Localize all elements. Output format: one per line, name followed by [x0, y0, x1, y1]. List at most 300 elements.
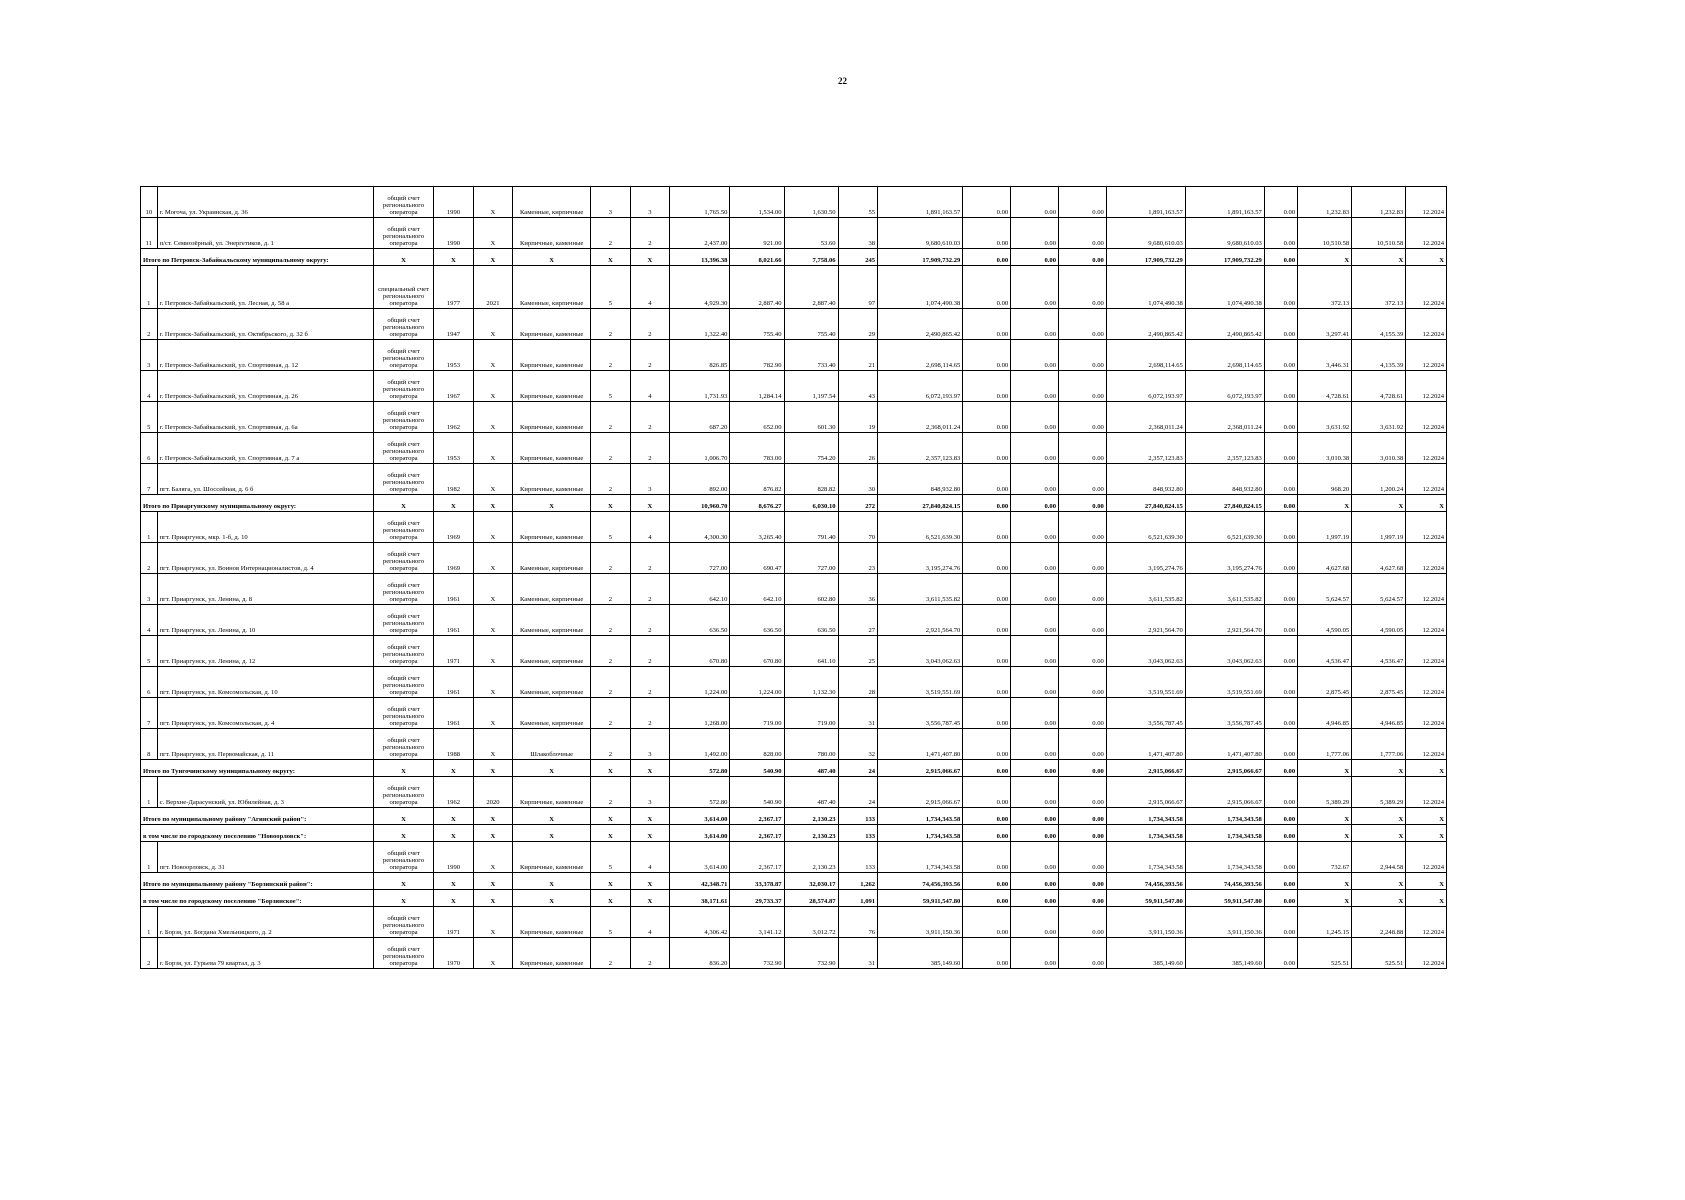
entrances-cell: 3: [630, 464, 670, 495]
table-row: [141, 907, 1447, 938]
year-built-cell: 1962: [434, 777, 474, 808]
area-private-cell: 53.60: [784, 218, 838, 249]
limit-m2-cell: X: [1352, 808, 1406, 825]
entrances-cell: 2: [630, 309, 670, 340]
area-living-cell: 642.10: [730, 574, 784, 605]
area-living-cell: 652.00: [730, 402, 784, 433]
wall-material-cell: Каменные, кирпичные: [513, 574, 591, 605]
year-renovation-cell: X: [473, 907, 513, 938]
row-number: 10: [141, 187, 158, 218]
wall-material-cell: Кирпичные, каменные: [513, 402, 591, 433]
area-total-cell: 3,614.00: [670, 842, 730, 873]
cost-m2-cell: 525.51: [1298, 938, 1352, 969]
fund-local-cell: 0.00: [1059, 495, 1107, 512]
floors-cell: 2: [591, 777, 631, 808]
entrances-cell: 2: [630, 698, 670, 729]
deadline-cell: X: [1406, 890, 1447, 907]
fund-region-cell: 0.00: [1011, 574, 1059, 605]
floors-cell: 5: [591, 907, 631, 938]
wall-material-cell: X: [513, 760, 591, 777]
cost-m2-cell: 10,510.58: [1298, 218, 1352, 249]
deadline-cell: 12.2024: [1406, 371, 1447, 402]
cost-m2-cell: X: [1298, 495, 1352, 512]
cost-m2-cell: 4,627.68: [1298, 543, 1352, 574]
year-renovation-cell: X: [473, 938, 513, 969]
account-type-cell: общий счет регионального оператора: [373, 402, 433, 433]
fund-federal-cell: 0.00: [963, 667, 1011, 698]
area-private-cell: 1,132.30: [784, 667, 838, 698]
cost-total-cell: 2,921,564.70: [878, 605, 963, 636]
residents-cell: 38: [838, 218, 878, 249]
wall-material-cell: X: [513, 249, 591, 266]
year-renovation-cell: X: [473, 371, 513, 402]
floors-cell: 2: [591, 464, 631, 495]
cost-total-cell: 1,471,407.80: [878, 729, 963, 760]
fund-owners2-cell: 6,072,193.97: [1185, 371, 1264, 402]
fund-region-cell: 0.00: [1011, 464, 1059, 495]
area-private-cell: 641.10: [784, 636, 838, 667]
deadline-cell: 12.2024: [1406, 340, 1447, 371]
deadline-cell: 12.2024: [1406, 938, 1447, 969]
fund-region-cell: 0.00: [1011, 667, 1059, 698]
residents-cell: 272: [838, 495, 878, 512]
year-renovation-cell: X: [473, 574, 513, 605]
fund-region-cell: 0.00: [1011, 760, 1059, 777]
area-private-cell: 727.00: [784, 543, 838, 574]
row-number: 5: [141, 636, 158, 667]
fund-owners-cell: 1,074,490.38: [1106, 266, 1185, 309]
floors-cell: 2: [591, 309, 631, 340]
residents-cell: 27: [838, 605, 878, 636]
cost-m2-cell: 1,232.83: [1298, 187, 1352, 218]
limit-m2-cell: 2,875.45: [1352, 667, 1406, 698]
area-total-cell: 636.50: [670, 605, 730, 636]
account-type-cell: общий счет регионального оператора: [373, 698, 433, 729]
area-living-cell: 1,534.00: [730, 187, 784, 218]
residents-cell: 70: [838, 512, 878, 543]
area-total-cell: 3,614.00: [670, 808, 730, 825]
table-row: [141, 340, 1447, 371]
account-type-cell: общий счет регионального оператора: [373, 371, 433, 402]
fund-owners2-cell: 2,698,114.65: [1185, 340, 1264, 371]
fund-owners2-cell: 2,368,011.24: [1185, 402, 1264, 433]
address-cell: пгт. Приаргунск, ул. Первомайская, д. 11: [157, 729, 373, 760]
deadline-cell: 12.2024: [1406, 667, 1447, 698]
year-renovation-cell: X: [473, 340, 513, 371]
row-number: 8: [141, 729, 158, 760]
floors-cell: 3: [591, 187, 631, 218]
area-living-cell: 755.40: [730, 309, 784, 340]
entrances-cell: 2: [630, 938, 670, 969]
floors-cell: X: [591, 760, 631, 777]
fund-region-cell: 0.00: [1011, 825, 1059, 842]
fund-federal-cell: 0.00: [963, 760, 1011, 777]
fund-owners-cell: 2,915,066.67: [1106, 760, 1185, 777]
floors-cell: 5: [591, 266, 631, 309]
entrances-cell: X: [630, 873, 670, 890]
fund-other-cell: 0.00: [1264, 808, 1297, 825]
floors-cell: X: [591, 890, 631, 907]
deadline-cell: X: [1406, 873, 1447, 890]
fund-owners2-cell: 3,611,535.82: [1185, 574, 1264, 605]
fund-region-cell: 0.00: [1011, 340, 1059, 371]
year-renovation-cell: X: [473, 729, 513, 760]
account-type-cell: общий счет регионального оператора: [373, 187, 433, 218]
floors-cell: 5: [591, 512, 631, 543]
address-cell: г. Петровск-Забайкальский, ул. Лесная, д. 58 а: [157, 266, 373, 309]
year-built-cell: 1967: [434, 371, 474, 402]
fund-owners2-cell: 2,490,865.42: [1185, 309, 1264, 340]
fund-owners-cell: 1,734,343.58: [1106, 842, 1185, 873]
limit-m2-cell: 1,200.24: [1352, 464, 1406, 495]
cost-total-cell: 1,074,490.38: [878, 266, 963, 309]
residents-cell: 28: [838, 667, 878, 698]
fund-local-cell: 0.00: [1059, 667, 1107, 698]
cost-total-cell: 2,368,011.24: [878, 402, 963, 433]
area-private-cell: 28,574.87: [784, 890, 838, 907]
address-cell: пгт. Приаргунск, ул. Комсомольская, д. 10: [157, 667, 373, 698]
fund-region-cell: 0.00: [1011, 890, 1059, 907]
fund-other-cell: 0.00: [1264, 340, 1297, 371]
entrances-cell: 3: [630, 729, 670, 760]
floors-cell: X: [591, 873, 631, 890]
cost-total-cell: 74,456,393.56: [878, 873, 963, 890]
deadline-cell: 12.2024: [1406, 266, 1447, 309]
entrances-cell: X: [630, 495, 670, 512]
address-cell: г. Борзя, ул. Гурьева 79 квартал, д. 3: [157, 938, 373, 969]
limit-m2-cell: X: [1352, 249, 1406, 266]
limit-m2-cell: 4,536.47: [1352, 636, 1406, 667]
fund-local-cell: 0.00: [1059, 873, 1107, 890]
cost-total-cell: 1,891,163.57: [878, 187, 963, 218]
address-cell: пгт. Балягa, ул. Шоссейная, д. 6 б: [157, 464, 373, 495]
fund-owners2-cell: 3,556,787.45: [1185, 698, 1264, 729]
fund-federal-cell: 0.00: [963, 371, 1011, 402]
area-private-cell: 780.00: [784, 729, 838, 760]
cost-m2-cell: 1,997.19: [1298, 512, 1352, 543]
area-private-cell: 2,130.23: [784, 808, 838, 825]
fund-federal-cell: 0.00: [963, 873, 1011, 890]
fund-owners-cell: 27,840,824.15: [1106, 495, 1185, 512]
deadline-cell: 12.2024: [1406, 636, 1447, 667]
area-total-cell: 727.00: [670, 543, 730, 574]
fund-region-cell: 0.00: [1011, 808, 1059, 825]
year-renovation-cell: X: [473, 187, 513, 218]
year-built-cell: 1971: [434, 636, 474, 667]
fund-local-cell: 0.00: [1059, 729, 1107, 760]
area-total-cell: 1,492.00: [670, 729, 730, 760]
area-living-cell: 719.00: [730, 698, 784, 729]
fund-region-cell: 0.00: [1011, 938, 1059, 969]
fund-owners-cell: 2,921,564.70: [1106, 605, 1185, 636]
address-cell: г. Могоча, ул. Украинская, д. 36: [157, 187, 373, 218]
fund-owners-cell: 6,072,193.97: [1106, 371, 1185, 402]
area-private-cell: 3,012.72: [784, 907, 838, 938]
row-number: 2: [141, 543, 158, 574]
fund-local-cell: 0.00: [1059, 340, 1107, 371]
row-number: 5: [141, 402, 158, 433]
address-cell: пгт. Новоорловск, д. 31: [157, 842, 373, 873]
fund-owners2-cell: 1,734,343.58: [1185, 842, 1264, 873]
cost-m2-cell: 4,536.47: [1298, 636, 1352, 667]
fund-region-cell: 0.00: [1011, 371, 1059, 402]
floors-cell: 2: [591, 729, 631, 760]
area-living-cell: 3,265.40: [730, 512, 784, 543]
area-total-cell: 38,171.61: [670, 890, 730, 907]
residents-cell: 76: [838, 907, 878, 938]
limit-m2-cell: X: [1352, 760, 1406, 777]
row-number: 2: [141, 309, 158, 340]
area-total-cell: 1,765.50: [670, 187, 730, 218]
residents-cell: 1,262: [838, 873, 878, 890]
cost-total-cell: 59,911,547.80: [878, 890, 963, 907]
account-type-cell: X: [373, 495, 433, 512]
residents-cell: 133: [838, 808, 878, 825]
cost-m2-cell: 968.20: [1298, 464, 1352, 495]
deadline-cell: 12.2024: [1406, 464, 1447, 495]
wall-material-cell: Кирпичные, каменные: [513, 777, 591, 808]
area-living-cell: 1,224.00: [730, 667, 784, 698]
fund-owners-cell: 2,368,011.24: [1106, 402, 1185, 433]
floors-cell: 2: [591, 667, 631, 698]
entrances-cell: 2: [630, 218, 670, 249]
year-renovation-cell: X: [473, 825, 513, 842]
entrances-cell: 2: [630, 574, 670, 605]
fund-federal-cell: 0.00: [963, 938, 1011, 969]
limit-m2-cell: X: [1352, 825, 1406, 842]
wall-material-cell: Кирпичные, каменные: [513, 218, 591, 249]
row-number: 7: [141, 698, 158, 729]
subtotal-row: [141, 808, 1447, 825]
row-number: 7: [141, 464, 158, 495]
deadline-cell: 12.2024: [1406, 574, 1447, 605]
cost-total-cell: 6,521,639.30: [878, 512, 963, 543]
area-total-cell: 572.80: [670, 760, 730, 777]
area-private-cell: 755.40: [784, 309, 838, 340]
table-row: [141, 698, 1447, 729]
table-row: [141, 371, 1447, 402]
residents-cell: 133: [838, 842, 878, 873]
fund-other-cell: 0.00: [1264, 777, 1297, 808]
fund-other-cell: 0.00: [1264, 938, 1297, 969]
fund-other-cell: 0.00: [1264, 825, 1297, 842]
cost-total-cell: 9,680,610.03: [878, 218, 963, 249]
area-total-cell: 4,929.30: [670, 266, 730, 309]
fund-local-cell: 0.00: [1059, 543, 1107, 574]
account-type-cell: общий счет регионального оператора: [373, 340, 433, 371]
year-built-cell: 1969: [434, 512, 474, 543]
wall-material-cell: X: [513, 495, 591, 512]
floors-cell: X: [591, 825, 631, 842]
cost-m2-cell: 4,590.05: [1298, 605, 1352, 636]
cost-total-cell: 3,556,787.45: [878, 698, 963, 729]
floors-cell: 2: [591, 636, 631, 667]
wall-material-cell: Каменные, кирпичные: [513, 266, 591, 309]
fund-other-cell: 0.00: [1264, 218, 1297, 249]
fund-region-cell: 0.00: [1011, 512, 1059, 543]
area-private-cell: 719.00: [784, 698, 838, 729]
area-total-cell: 836.20: [670, 938, 730, 969]
area-private-cell: 2,130.23: [784, 825, 838, 842]
fund-other-cell: 0.00: [1264, 266, 1297, 309]
fund-local-cell: 0.00: [1059, 907, 1107, 938]
wall-material-cell: X: [513, 890, 591, 907]
area-total-cell: 10,960.70: [670, 495, 730, 512]
fund-other-cell: 0.00: [1264, 495, 1297, 512]
area-living-cell: 540.90: [730, 760, 784, 777]
area-total-cell: 1,224.00: [670, 667, 730, 698]
area-total-cell: 4,306.42: [670, 907, 730, 938]
fund-region-cell: 0.00: [1011, 729, 1059, 760]
row-number: 1: [141, 842, 158, 873]
floors-cell: 2: [591, 218, 631, 249]
fund-other-cell: 0.00: [1264, 907, 1297, 938]
limit-m2-cell: 4,135.39: [1352, 340, 1406, 371]
address-cell: г. Петровск-Забайкальский, ул. Спортивная, д. 12: [157, 340, 373, 371]
floors-cell: X: [591, 808, 631, 825]
fund-other-cell: 0.00: [1264, 402, 1297, 433]
area-private-cell: 487.40: [784, 777, 838, 808]
cost-m2-cell: X: [1298, 760, 1352, 777]
page-number: 22: [838, 76, 847, 86]
year-built-cell: 1961: [434, 574, 474, 605]
deadline-cell: 12.2024: [1406, 605, 1447, 636]
wall-material-cell: Кирпичные, каменные: [513, 938, 591, 969]
row-number: 2: [141, 938, 158, 969]
address-cell: г. Борзя, ул. Богдана Хмельницкого, д. 2: [157, 907, 373, 938]
fund-federal-cell: 0.00: [963, 266, 1011, 309]
floors-cell: 5: [591, 842, 631, 873]
fund-owners2-cell: 385,149.60: [1185, 938, 1264, 969]
wall-material-cell: Кирпичные, каменные: [513, 309, 591, 340]
deadline-cell: X: [1406, 808, 1447, 825]
year-renovation-cell: X: [473, 890, 513, 907]
fund-local-cell: 0.00: [1059, 636, 1107, 667]
account-type-cell: общий счет регионального оператора: [373, 938, 433, 969]
year-renovation-cell: X: [473, 842, 513, 873]
address-cell: г. Петровск-Забайкальский, ул. Октябрьского, д. 32 б: [157, 309, 373, 340]
fund-federal-cell: 0.00: [963, 605, 1011, 636]
account-type-cell: общий счет регионального оператора: [373, 309, 433, 340]
table-row: [141, 266, 1447, 309]
area-private-cell: 791.40: [784, 512, 838, 543]
floors-cell: 2: [591, 402, 631, 433]
cost-m2-cell: 372.13: [1298, 266, 1352, 309]
account-type-cell: общий счет регионального оператора: [373, 777, 433, 808]
deadline-cell: 12.2024: [1406, 907, 1447, 938]
account-type-cell: общий счет регионального оператора: [373, 729, 433, 760]
deadline-cell: 12.2024: [1406, 729, 1447, 760]
cost-m2-cell: 5,389.29: [1298, 777, 1352, 808]
fund-local-cell: 0.00: [1059, 249, 1107, 266]
residents-cell: 23: [838, 543, 878, 574]
fund-other-cell: 0.00: [1264, 464, 1297, 495]
year-renovation-cell: X: [473, 543, 513, 574]
area-total-cell: 1,006.70: [670, 433, 730, 464]
fund-local-cell: 0.00: [1059, 825, 1107, 842]
residents-cell: 97: [838, 266, 878, 309]
year-renovation-cell: X: [473, 808, 513, 825]
year-built-cell: X: [434, 825, 474, 842]
area-total-cell: 892.00: [670, 464, 730, 495]
fund-owners-cell: 3,043,062.63: [1106, 636, 1185, 667]
fund-federal-cell: 0.00: [963, 729, 1011, 760]
residents-cell: 30: [838, 464, 878, 495]
area-private-cell: 754.20: [784, 433, 838, 464]
fund-local-cell: 0.00: [1059, 371, 1107, 402]
area-total-cell: 572.80: [670, 777, 730, 808]
fund-owners2-cell: 2,357,123.83: [1185, 433, 1264, 464]
fund-local-cell: 0.00: [1059, 777, 1107, 808]
fund-owners-cell: 6,521,639.30: [1106, 512, 1185, 543]
fund-owners-cell: 3,611,535.82: [1106, 574, 1185, 605]
deadline-cell: 12.2024: [1406, 512, 1447, 543]
year-built-cell: 1947: [434, 309, 474, 340]
year-renovation-cell: X: [473, 667, 513, 698]
area-private-cell: 601.30: [784, 402, 838, 433]
limit-m2-cell: 3,631.92: [1352, 402, 1406, 433]
cost-m2-cell: X: [1298, 249, 1352, 266]
deadline-cell: 12.2024: [1406, 698, 1447, 729]
area-private-cell: 487.40: [784, 760, 838, 777]
account-type-cell: общий счет регионального оператора: [373, 605, 433, 636]
table-row: [141, 636, 1447, 667]
cost-total-cell: 17,909,732.29: [878, 249, 963, 266]
subtotal-label: Итого по муниципальному району "Борзинский район":: [141, 873, 374, 890]
fund-region-cell: 0.00: [1011, 249, 1059, 266]
area-private-cell: 636.50: [784, 605, 838, 636]
fund-owners2-cell: 3,911,150.36: [1185, 907, 1264, 938]
entrances-cell: X: [630, 808, 670, 825]
row-number: 1: [141, 512, 158, 543]
residents-cell: 24: [838, 777, 878, 808]
address-cell: п/ст. Семиозёрный, ул. Энергетиков, д. 1: [157, 218, 373, 249]
area-living-cell: 3,141.12: [730, 907, 784, 938]
cost-m2-cell: X: [1298, 825, 1352, 842]
limit-m2-cell: X: [1352, 495, 1406, 512]
fund-owners2-cell: 2,921,564.70: [1185, 605, 1264, 636]
wall-material-cell: Каменные, кирпичные: [513, 187, 591, 218]
area-total-cell: 670.80: [670, 636, 730, 667]
area-total-cell: 42,348.71: [670, 873, 730, 890]
cost-m2-cell: 4,946.85: [1298, 698, 1352, 729]
fund-region-cell: 0.00: [1011, 495, 1059, 512]
cost-m2-cell: 3,010.38: [1298, 433, 1352, 464]
fund-other-cell: 0.00: [1264, 433, 1297, 464]
limit-m2-cell: 1,777.06: [1352, 729, 1406, 760]
year-renovation-cell: X: [473, 605, 513, 636]
residents-cell: 31: [838, 938, 878, 969]
fund-region-cell: 0.00: [1011, 842, 1059, 873]
fund-owners-cell: 2,698,114.65: [1106, 340, 1185, 371]
floors-cell: 2: [591, 605, 631, 636]
year-renovation-cell: X: [473, 512, 513, 543]
entrances-cell: 2: [630, 667, 670, 698]
fund-local-cell: 0.00: [1059, 808, 1107, 825]
fund-region-cell: 0.00: [1011, 402, 1059, 433]
cost-total-cell: 2,915,066.67: [878, 777, 963, 808]
table-row: [141, 402, 1447, 433]
fund-local-cell: 0.00: [1059, 890, 1107, 907]
entrances-cell: 4: [630, 842, 670, 873]
address-cell: с. Верхне-Дарасунский, ул. Юбилейная, д. 3: [157, 777, 373, 808]
floors-cell: 2: [591, 340, 631, 371]
year-renovation-cell: X: [473, 464, 513, 495]
year-built-cell: X: [434, 890, 474, 907]
deadline-cell: X: [1406, 495, 1447, 512]
fund-local-cell: 0.00: [1059, 187, 1107, 218]
subtotal-label: Итого по Петровск-Забайкальскому муниципальному округу:: [141, 249, 374, 266]
